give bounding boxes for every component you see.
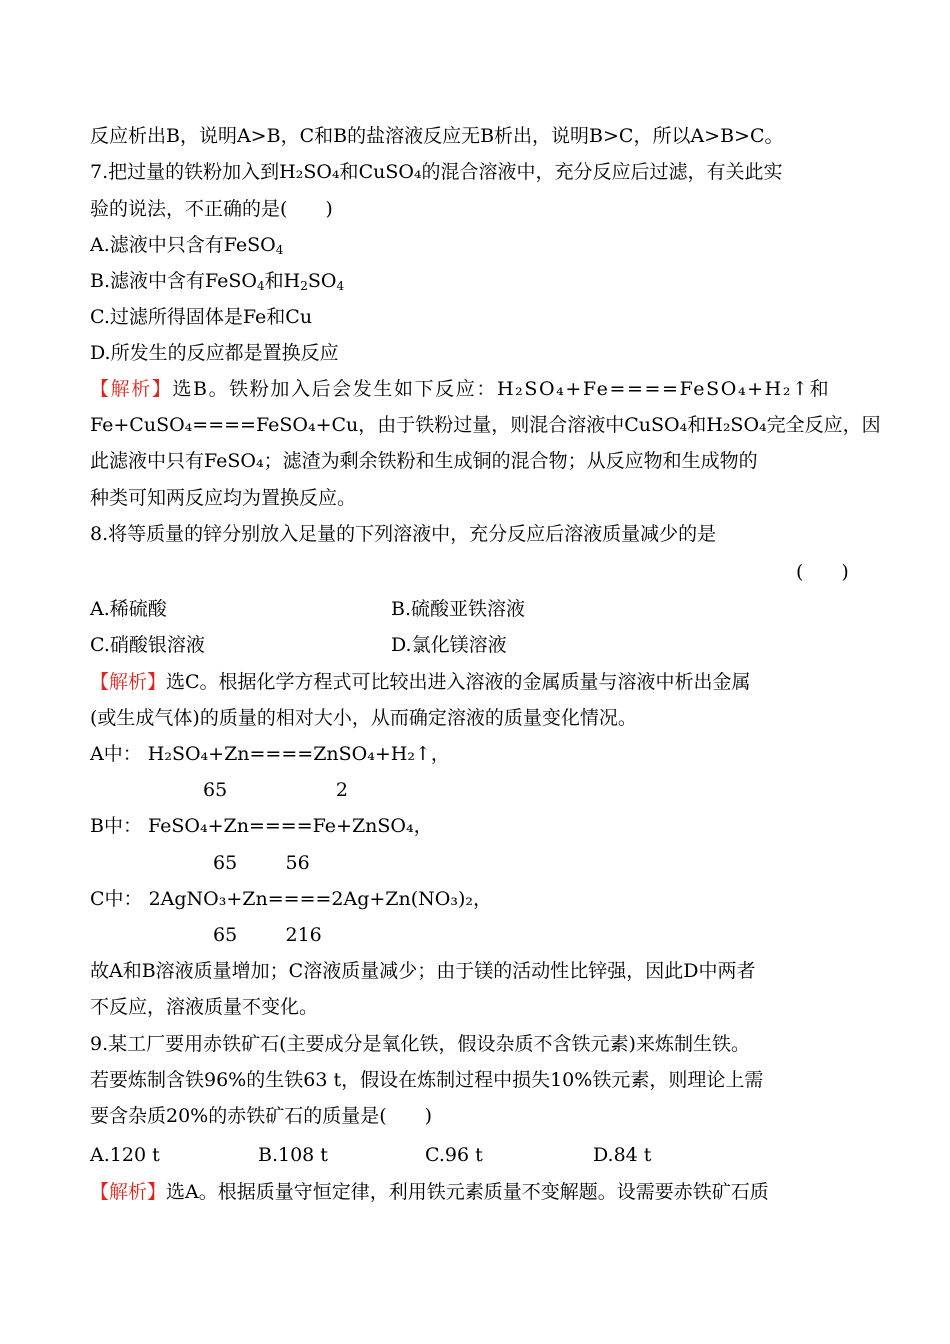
option-c: C.96 t bbox=[425, 1144, 483, 1166]
question-9: 9.某工厂要用赤铁矿石(主要成分是氧化铁，假设杂质不含铁元素)来炼制生铁。 bbox=[90, 1033, 750, 1055]
text-line: 种类可知两反应均为置换反应。 bbox=[90, 487, 357, 509]
option-a: A.稀硫酸 bbox=[90, 598, 167, 620]
question-7: 7.把过量的铁粉加入到H₂SO₄和CuSO₄的混合溶液中，充分反应后过滤，有关此实 bbox=[90, 161, 783, 183]
option-d: D.84 t bbox=[593, 1144, 652, 1166]
analysis-tag: 【解析】 bbox=[90, 671, 167, 693]
option-c: C.硝酸银溶液 bbox=[90, 634, 205, 656]
equation-b: B中： FeSO₄+Zn====Fe+ZnSO₄， bbox=[90, 815, 433, 837]
text-line: (或生成气体)的质量的相对大小，从而确定溶液的质量变化情况。 bbox=[90, 707, 637, 729]
text-line: 此滤液中只有FeSO₄；滤渣为剩余铁粉和生成铜的混合物；从反应物和生成物的 bbox=[90, 450, 758, 472]
analysis-7: 【解析】选B。铁粉加入后会发生如下反应：H₂SO₄+Fe====FeSO₄+H₂↑和 bbox=[90, 378, 831, 400]
equation-c: C中： 2AgNO₃+Zn====2Ag+Zn(NO₃)₂， bbox=[90, 888, 492, 910]
option-d: D.所发生的反应都是置换反应 bbox=[90, 342, 339, 364]
option-b: B.108 t bbox=[258, 1144, 328, 1166]
option-b: B.滤液中含有FeSO$_4$和$H_2SO_4$ bbox=[90, 270, 345, 293]
answer-blank: ( ) bbox=[796, 561, 849, 583]
option-c: C.过滤所得固体是Fe和Cu bbox=[90, 306, 313, 328]
option-a: A.120 t bbox=[90, 1144, 160, 1166]
analysis-tag: 【解析】 bbox=[90, 1181, 167, 1203]
text-line: 不反应，溶液质量不变化。 bbox=[90, 996, 319, 1018]
text-line: 反应析出B，说明A>B，C和B的盐溶液反应无B析出，说明B>C，所以A>B>C。 bbox=[90, 125, 784, 147]
analysis-8: 【解析】选C。根据化学方程式可比较出进入溶液的金属质量与溶液中析出金属 bbox=[90, 671, 751, 693]
option-b: B.硫酸亚铁溶液 bbox=[391, 598, 526, 620]
text-line: 若要炼制含铁96%的生铁63 t，假设在炼制过程中损失10%铁元素，则理论上需 bbox=[90, 1069, 764, 1091]
analysis-tag: 【解析】 bbox=[90, 378, 173, 400]
formula: CuSO₄ bbox=[358, 161, 422, 183]
text-line: 要含杂质20%的赤铁矿石的质量是( ) bbox=[90, 1105, 433, 1127]
equation-numbers: 65 56 bbox=[213, 852, 310, 874]
formula: H₂SO₄ bbox=[279, 161, 340, 183]
equation-numbers: 65 216 bbox=[213, 924, 322, 946]
equation-numbers: 65 2 bbox=[203, 779, 348, 801]
text-line: 验的说法，不正确的是( ) bbox=[90, 198, 333, 220]
question-8: 8.将等质量的锌分别放入足量的下列溶液中，充分反应后溶液质量减少的是 bbox=[90, 523, 717, 545]
analysis-9: 【解析】选A。根据质量守恒定律，利用铁元素质量不变解题。设需要赤铁矿石质 bbox=[90, 1181, 769, 1203]
equation-a: A中： H₂SO₄+Zn====ZnSO₄+H₂↑， bbox=[90, 743, 450, 765]
text-line: 故A和B溶液质量增加；C溶液质量减少；由于镁的活动性比锌强，因此D中两者 bbox=[90, 960, 756, 982]
option-d: D.氯化镁溶液 bbox=[391, 634, 507, 656]
option-a: A.滤液中只含有FeSO$_4$ bbox=[90, 234, 284, 257]
text-line: Fe+CuSO₄====FeSO₄+Cu，由于铁粉过量，则混合溶液中CuSO₄和H₂SO₄完全反应，因 bbox=[90, 414, 881, 436]
